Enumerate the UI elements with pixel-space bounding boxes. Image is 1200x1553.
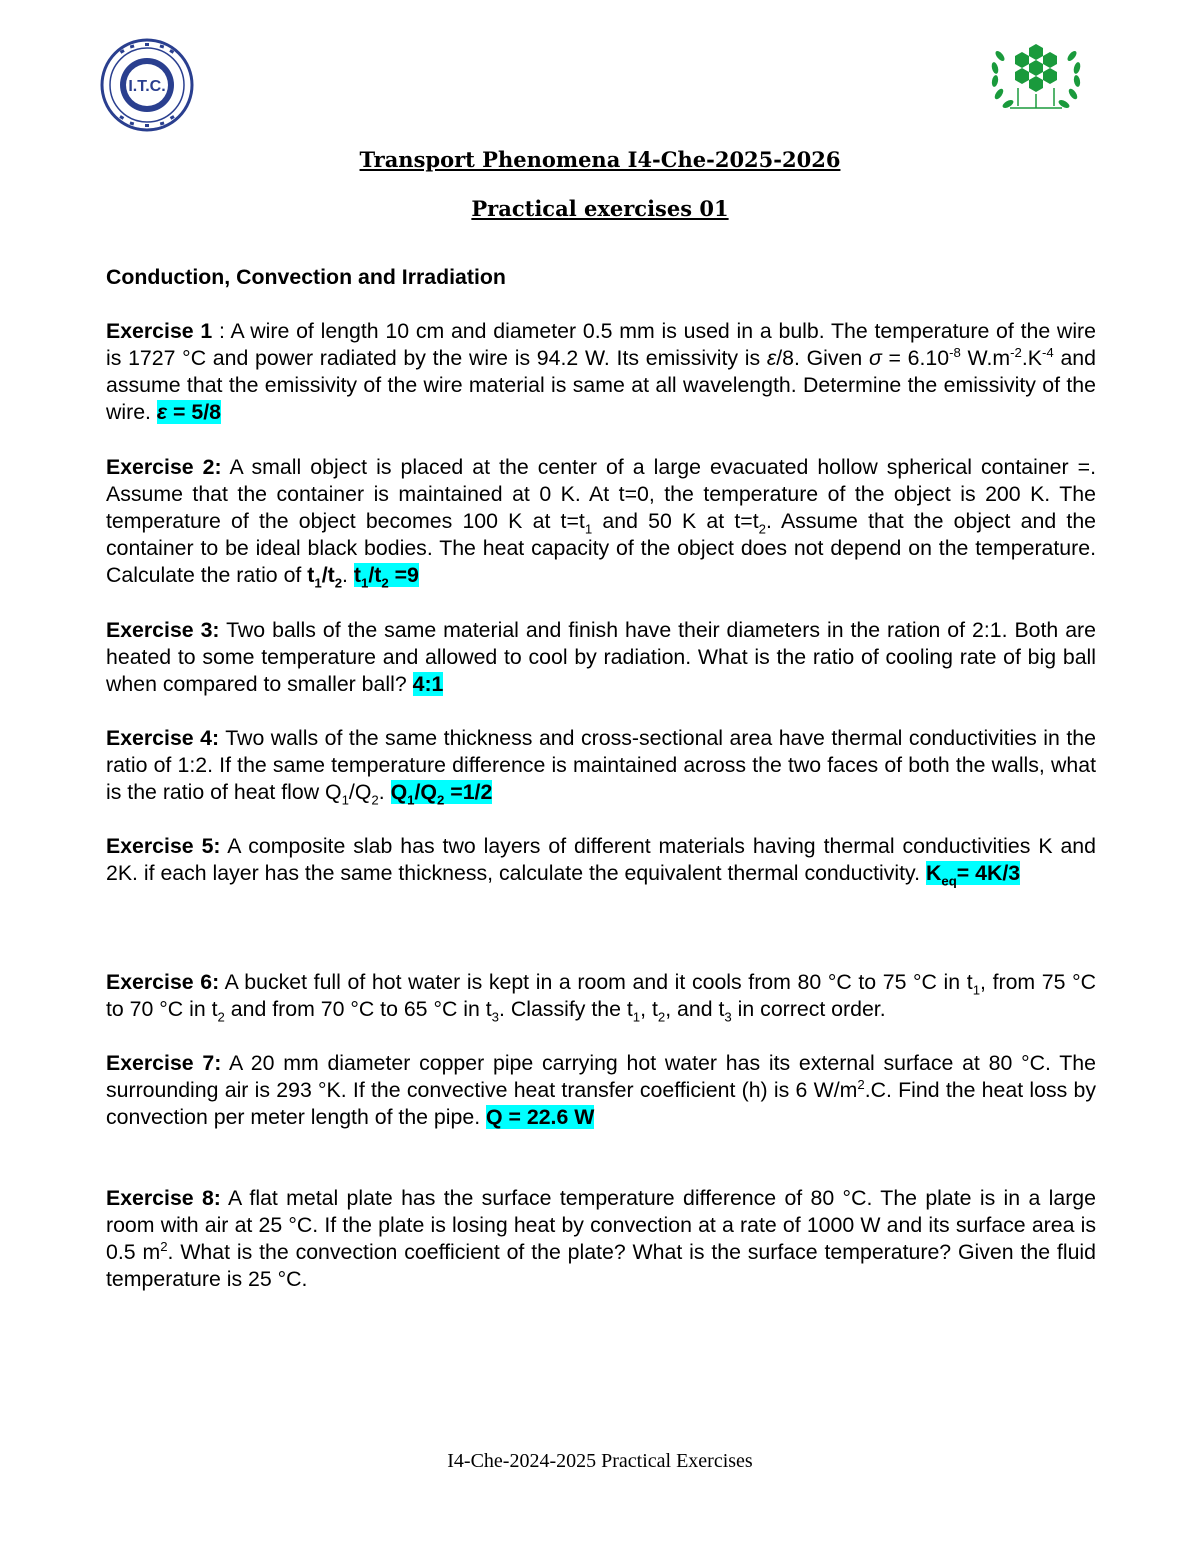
answer-highlight: ε = 5/8 [156,400,221,424]
exercise-7: Exercise 7: A 20 mm diameter copper pipe carrying hot water has its external surface at 80 °C. The surrounding air is 293 °K. If the convective heat transfer coefficient (h) is 6 $W/m^2.C$. Find the heat loss by convection per meter length of the pipe. Q = 22.6 W [106,1051,1096,1129]
answer-highlight: $K_{eq}= 4K/3$ [925,861,1021,889]
exercise-label: Exercise 7: [106,1051,222,1075]
exercise-label: Exercise 5: [106,834,221,858]
exercise-label: Exercise 3: [106,618,220,642]
answer-highlight: $Q_1/Q_2 =1/2$ [390,780,493,808]
answer-highlight: 4:1 [412,672,444,696]
section-heading: Conduction, Convection and Irradiation [106,265,506,289]
exercise-3: Exercise 3: Two balls of the same material and finish have their diameters in the ration of 2:1. Both are heated to some temperature and allowed to cool by radiation. What is the ratio of cooling rate of big ball when compared to smaller ball? 4:1 [106,618,1096,696]
exercise-label: Exercise 8: [106,1186,221,1210]
page-footer: I4-Che-2024-2025 Practical Exercises [447,1450,753,1472]
exercise-6: Exercise 6: A bucket full of hot water is kept in a room and it cools from 80 °C to 75 °C in $t_1$, from 75 °C to 70 °C in $t_2$ and from 70 °C to 65 °C in $t_3$. Classify the $t_1$, $t_2$, and $t_3$ in correct order. [106,970,1096,1025]
itc-logo-icon [100,38,194,132]
answer-highlight: $t_1/t_2 =9$ [353,563,419,591]
exercise-2: Exercise 2: A small object is placed at the center of a large evacuated hollow spherical container =. Assume that the container is maintained at 0 K. At t=0, the temperature of the object is 200 K. The temperature of the object becomes 100 K at $t=t_1$ and 50 K at $t=t_2$. Assume that the object and the container to be ideal black bodies. The heat capacity of the object does not depend on the temperature. Calculate the ratio of $t_1/t_2$. $t_1/t_2 =9$ [106,455,1097,591]
department-logo-icon [988,36,1084,118]
document-subtitle: Practical exercises 01 [471,196,729,221]
svg-text:I.T.C.: I.T.C. [128,78,166,95]
document-title: Transport Phenomena I4-Che-2025-2026 [359,147,841,172]
exercise-8: Exercise 8: A flat metal plate has the surface temperature difference of 80 °C. The plate is in a large room with air at 25 °C. If the plate is losing heat by convection at a rate of 1000 W and its surface area is 0.5 $m^2$. What is the convection coefficient of the plate? What is the surface temperature? Given the fluid temperature is 25 °C. [106,1186,1097,1291]
exercise-5: Exercise 5: A composite slab has two layers of different materials having thermal conductivities K and 2K. if each layer has the same thickness, calculate the equivalent thermal conductivity. $K_{eq}= 4K/3$ [106,834,1096,889]
exercise-label: Exercise 1 [106,319,213,343]
exercise-label: Exercise 2: [106,455,222,479]
answer-highlight: Q = 22.6 W [486,1105,595,1129]
exercise-4: Exercise 4: Two walls of the same thickness and cross-sectional area have thermal conductivities in the ratio of 1:2. If the same temperature difference is maintained across the two faces of both the walls, what is the ratio of heat flow $Q_1/Q_2$. $Q_1/Q_2 =1/2$ [106,726,1096,808]
exercise-label: Exercise 6: [106,970,220,994]
exercise-label: Exercise 4: [106,726,220,750]
exercise-1: Exercise 1 : A wire of length 10 cm and diameter 0.5 mm is used in a bulb. The temperature of the wire is 1727 °C and power radiated by the wire is 94.2 W. Its emissivity is ε/8. Given $\sigma = 6.10^{-8}$ $W.m^{-2}.K^{-4}$ and assume that the emissivity of the wire material is same at all wavelength. Determine the emissivity of the wire. ε = 5/8 [106,319,1096,424]
